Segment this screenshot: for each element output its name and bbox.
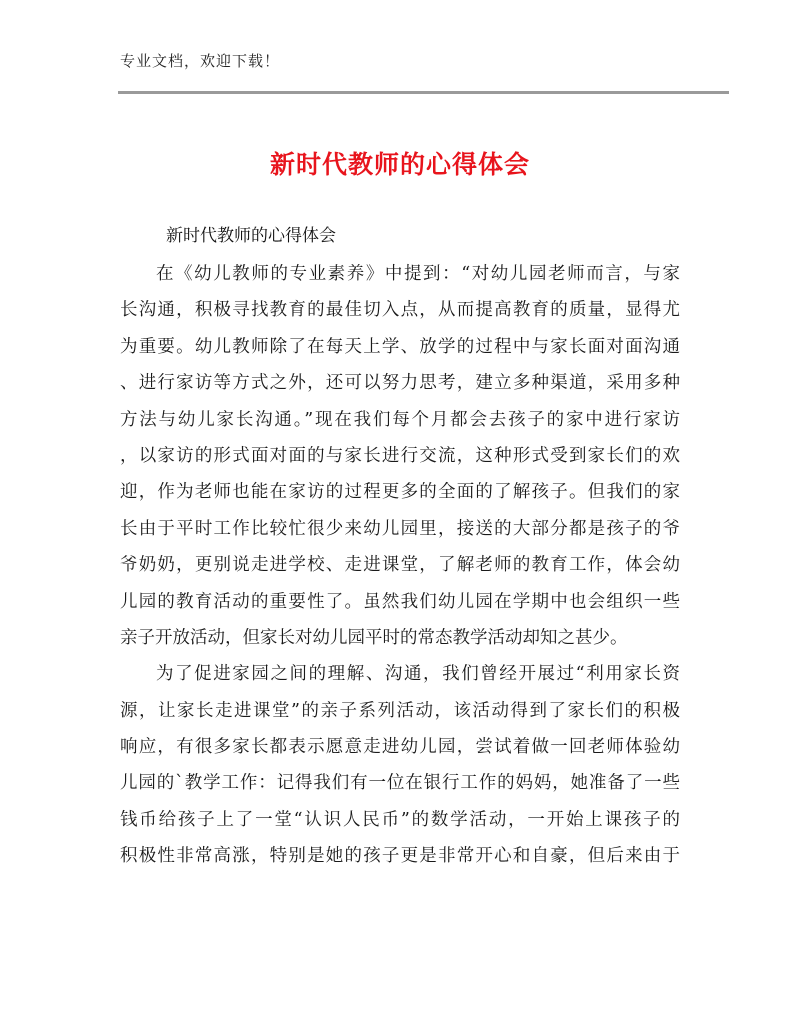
page-header-text: 专业文档，欢迎下载！ xyxy=(120,52,281,70)
paragraph-line: 亲子开放活动，但家长对幼儿园平时的常态教学活动却知之甚少。 xyxy=(120,627,628,648)
paragraph-line: 为了促进家园之间的理解、沟通，我们曾经开展过“利用家长资 xyxy=(156,664,680,685)
paragraph-line: 儿园的`教学工作：记得我们有一位在银行工作的妈妈，她准备了一些 xyxy=(120,773,680,794)
paragraph-line: 源，让家长走进课堂”的亲子系列活动，该活动得到了家长们的积极 xyxy=(120,700,680,721)
body-text xyxy=(120,256,680,875)
paragraph-line: 响应，有很多家长都表示愿意走进幼儿园，尝试着做一回老师体验幼 xyxy=(120,737,680,758)
paragraph-line: 长沟通，积极寻找教育的最佳切入点，从而提高教育的质量，显得尤 xyxy=(120,300,680,321)
paragraph-line: 积极性非常高涨，特别是她的孩子更是非常开心和自豪，但后来由于 xyxy=(120,846,680,867)
paragraph-line: 、进行家访等方式之外，还可以努力思考，建立多种渠道，采用多种 xyxy=(120,373,680,394)
paragraph-line: 钱币给孩子上了一堂“认识人民币”的数学活动，一开始上课孩子的 xyxy=(120,809,680,830)
paragraph-line: 儿园的教育活动的重要性了。虽然我们幼儿园在学期中也会组织一些 xyxy=(120,591,680,612)
paragraph-line: 在《幼儿教师的专业素养》中提到：“对幼儿园老师而言，与家 xyxy=(156,264,680,284)
section-heading: 新时代教师的心得体会 xyxy=(166,226,336,246)
paragraph-line: 迎，作为老师也能在家访的过程更多的全面的了解孩子。但我们的家 xyxy=(120,482,680,503)
paragraph-line: 方法与幼儿家长沟通。”现在我们每个月都会去孩子的家中进行家访 xyxy=(120,409,680,430)
header-divider xyxy=(118,91,729,94)
document-title: 新时代教师的心得体会 xyxy=(269,150,530,179)
paragraph-line: ，以家访的形式面对面的与家长进行交流，这种形式受到家长们的欢 xyxy=(120,445,680,466)
paragraph-line: 为重要。幼儿教师除了在每天上学、放学的过程中与家长面对面沟通 xyxy=(120,336,680,357)
paragraph-line: 爷奶奶，更别说走进学校、走进课堂，了解老师的教育工作，体会幼 xyxy=(120,555,680,576)
paragraph-line: 长由于平时工作比较忙很少来幼儿园里，接送的大部分都是孩子的爷 xyxy=(120,518,680,539)
